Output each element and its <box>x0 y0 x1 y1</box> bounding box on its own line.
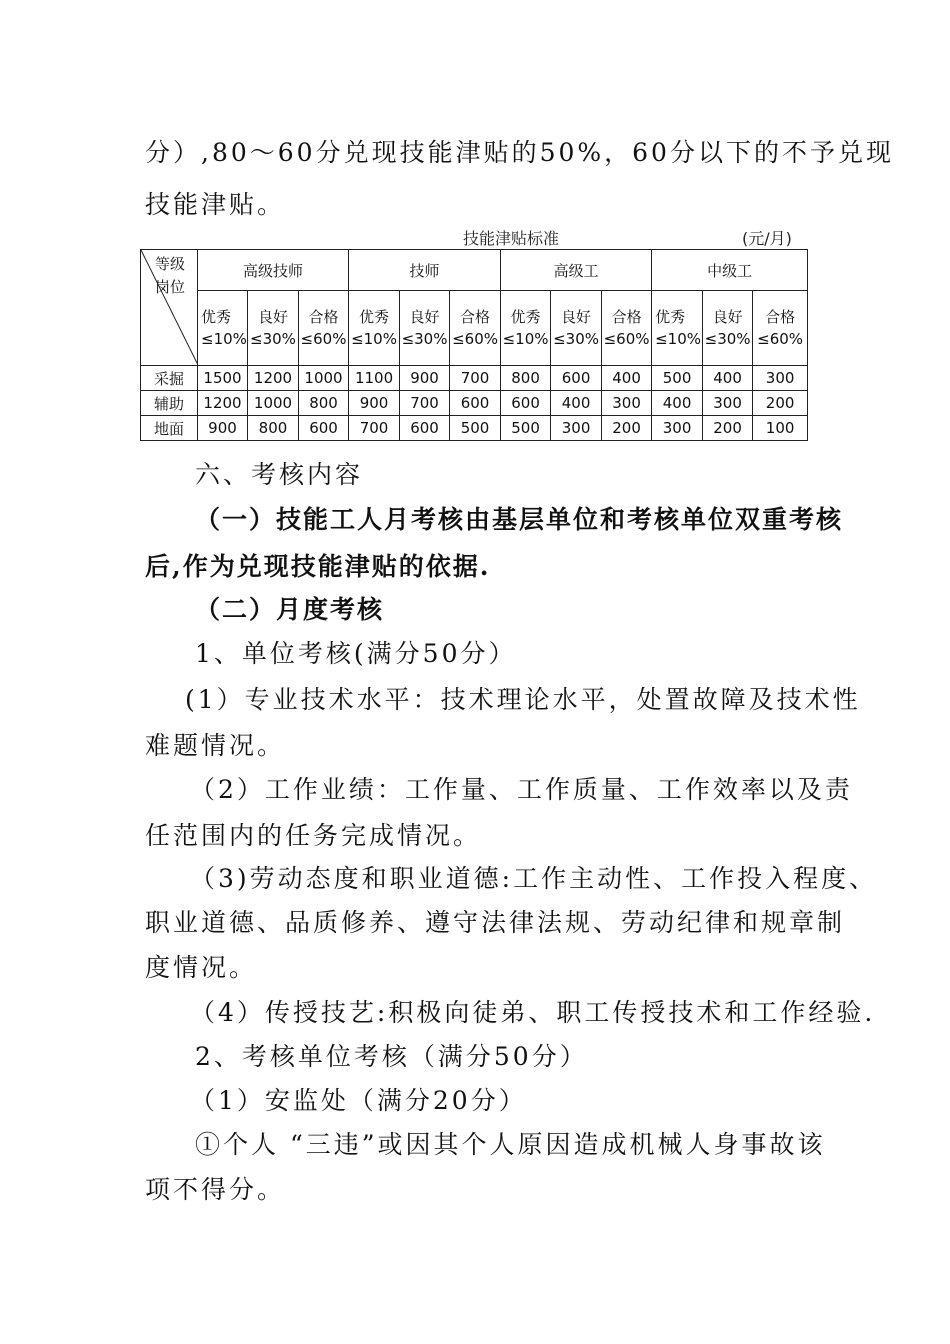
table-unit: (元/月) <box>742 229 792 248</box>
paragraph-line: 度情况。 <box>145 953 258 982</box>
table-cell: 1200 <box>198 391 248 416</box>
grade-header: 优秀≤10% <box>501 291 551 366</box>
table-row <box>141 366 808 391</box>
post-label: 地面 <box>141 416 198 441</box>
allowance-table <box>140 249 808 441</box>
grade-header: 优秀≤10% <box>198 291 248 366</box>
paragraph-line: （2）工作业绩：工作量、工作质量、工作效率以及责 <box>190 775 853 804</box>
post-label: 辅助 <box>141 391 198 416</box>
table-cell: 200 <box>753 391 808 416</box>
table-cell: 400 <box>602 366 652 391</box>
paragraph-line: 技能津贴。 <box>145 190 286 219</box>
grade-header: 优秀≤10% <box>349 291 400 366</box>
grade-header: 良好≤30% <box>248 291 299 366</box>
table-row <box>141 416 808 441</box>
table-cell: 600 <box>299 416 349 441</box>
post-label: 采掘 <box>141 366 198 391</box>
table-cell: 600 <box>450 391 501 416</box>
table-cell: 1200 <box>248 366 299 391</box>
bold-paragraph: 后,作为兑现技能津贴的依据. <box>145 552 491 581</box>
table-level-row <box>141 250 808 291</box>
table-cell: 500 <box>501 416 551 441</box>
table-cell: 400 <box>652 391 703 416</box>
paragraph-line: 项不得分。 <box>145 1175 286 1204</box>
level-header: 高级技师 <box>198 250 349 291</box>
table-cell: 300 <box>602 391 652 416</box>
table-cell: 600 <box>400 416 450 441</box>
table-cell: 800 <box>299 391 349 416</box>
paragraph-line: （3)劳动态度和职业道德:工作主动性、工作投入程度、 <box>190 864 878 893</box>
corner-label-level: 等级 <box>155 255 186 273</box>
table-cell: 700 <box>400 391 450 416</box>
table-cell: 1100 <box>349 366 400 391</box>
paragraph-line: （4）传授技艺:积极向徒弟、职工传授技术和工作经验. <box>190 998 876 1027</box>
table-corner-cell <box>141 250 198 366</box>
table-row <box>141 391 808 416</box>
table-cell: 400 <box>703 366 753 391</box>
table-cell: 200 <box>602 416 652 441</box>
level-header: 技师 <box>349 250 501 291</box>
table-cell: 500 <box>450 416 501 441</box>
table-cell: 300 <box>652 416 703 441</box>
table-cell: 800 <box>248 416 299 441</box>
bold-paragraph: （一）技能工人月考核由基层单位和考核单位双重考核 <box>195 505 844 534</box>
grade-header: 合格≤60% <box>299 291 349 366</box>
grade-header: 良好≤30% <box>703 291 753 366</box>
table-cell: 300 <box>753 366 808 391</box>
table-cell: 900 <box>400 366 450 391</box>
paragraph-line: 难题情况。 <box>145 731 286 760</box>
bold-subheading: （二）月度考核 <box>195 595 385 624</box>
paragraph-line: 职业道德、品质修养、遵守法律法规、劳动纪律和规章制 <box>145 908 846 937</box>
table-caption: 技能津贴标准 <box>463 229 560 248</box>
paragraph-line: 分）,80～60分兑现技能津贴的50%，60分以下的不予兑现 <box>145 138 894 167</box>
grade-header: 良好≤30% <box>400 291 450 366</box>
grade-header: 合格≤60% <box>753 291 808 366</box>
table-cell: 1000 <box>299 366 349 391</box>
table-cell: 300 <box>551 416 602 441</box>
table-cell: 300 <box>703 391 753 416</box>
paragraph-line: 任范围内的任务完成情况。 <box>145 821 482 850</box>
grade-header: 合格≤60% <box>450 291 501 366</box>
table-cell: 100 <box>753 416 808 441</box>
table-cell: 500 <box>652 366 703 391</box>
level-header: 高级工 <box>501 250 652 291</box>
paragraph-line: （1）安监处（满分20分） <box>190 1086 527 1115</box>
table-cell: 600 <box>551 366 602 391</box>
section-heading: 六、考核内容 <box>195 460 364 489</box>
table-grade-row <box>141 291 808 366</box>
corner-label-post: 岗位 <box>155 278 186 296</box>
paragraph-line: 1、单位考核(满分50分） <box>195 639 517 668</box>
table-cell: 1000 <box>248 391 299 416</box>
level-header: 中级工 <box>652 250 808 291</box>
table-cell: 800 <box>501 366 551 391</box>
table-cell: 900 <box>349 391 400 416</box>
paragraph-line: ①个人 “三违”或因其个人原因造成机械人身事故该 <box>195 1130 826 1159</box>
table-cell: 900 <box>198 416 248 441</box>
paragraph-line: 2、考核单位考核（满分50分） <box>195 1042 588 1071</box>
table-cell: 700 <box>450 366 501 391</box>
table-cell: 700 <box>349 416 400 441</box>
table-cell: 600 <box>501 391 551 416</box>
grade-header: 良好≤30% <box>551 291 602 366</box>
grade-header: 优秀≤10% <box>652 291 703 366</box>
grade-header: 合格≤60% <box>602 291 652 366</box>
table-cell: 400 <box>551 391 602 416</box>
table-cell: 1500 <box>198 366 248 391</box>
table-cell: 200 <box>703 416 753 441</box>
paragraph-line: (1）专业技术水平：技术理论水平，处置故障及技术性 <box>185 685 861 714</box>
